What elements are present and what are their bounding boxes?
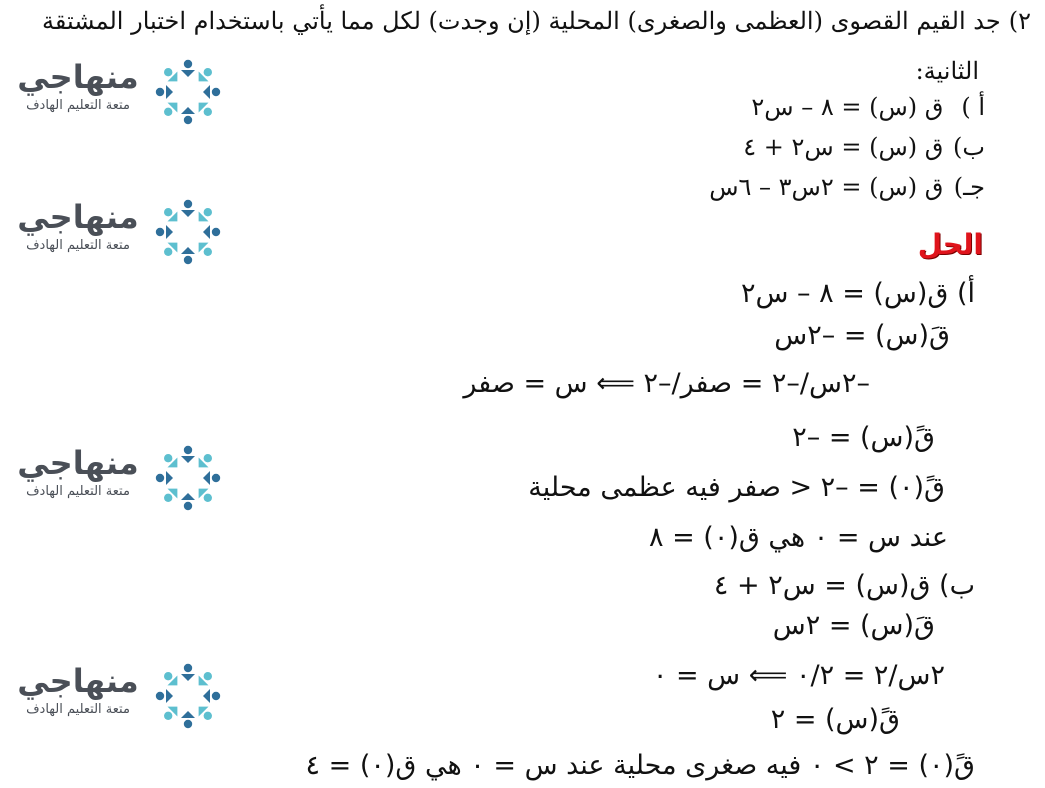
hw-b-line4: قً(س) = ٢ [770, 704, 900, 735]
logo-tagline: متعة التعليم الهادف [26, 702, 130, 717]
logo-tagline: متعة التعليم الهادف [26, 484, 130, 499]
hw-b-line1: ب) ق(س) = س٢ + ٤ [713, 570, 975, 601]
part-b-label: ب) [953, 133, 985, 161]
question-text-line2: الثانية: [915, 57, 979, 85]
hw-b-line3: ٢س/٢ = ٠/٢ ⟸ س = ٠ [652, 660, 945, 691]
logo-name: منهاجي [17, 58, 139, 96]
part-a-label: أ ) [961, 93, 985, 121]
solution-heading: الحل [917, 228, 983, 261]
logo-name: منهاجي [17, 198, 139, 236]
part-c-expression: ق (س) = ٢س٣ – ٦س [709, 173, 944, 201]
hw-a-line5: قً(٠) = –٢ < صفر فيه عظمى محلية [528, 472, 945, 503]
hw-a-line1: أ) ق(س) = ٨ – س٢ [740, 278, 975, 309]
hw-a-line2: قَ(س) = –٢س [774, 320, 950, 351]
part-a-expression: ق (س) = ٨ – س٢ [751, 93, 944, 121]
logo-name: منهاجي [17, 662, 139, 700]
hw-a-line6: عند س = ٠ هي ق(٠) = ٨ [648, 522, 948, 553]
logo-tagline: متعة التعليم الهادف [26, 238, 130, 253]
logo-name: منهاجي [17, 444, 139, 482]
logo-tagline: متعة التعليم الهادف [26, 98, 130, 113]
part-b-expression: ق (س) = س٢ + ٤ [743, 133, 944, 161]
hw-a-line4: قً(س) = –٢ [792, 422, 935, 453]
hw-b-line2: قَ(س) = ٢س [772, 610, 935, 641]
hw-a-line3: –٢س/–٢ = صفر/–٢ ⟸ س = صفر [463, 368, 870, 399]
question-body: جد القيم القصوى (العظمى والصغرى) المحلية (إن وجدت) لكل مما يأتي باستخدام اختبار المشتقة [41, 7, 1001, 35]
question-number: ٢) [1008, 7, 1031, 35]
hw-b-line5: قً(٠) = ٢ > ٠ فيه صغرى محلية عند س = ٠ هي ق(٠) = ٤ [305, 750, 975, 781]
part-c-label: جـ) [953, 173, 985, 201]
